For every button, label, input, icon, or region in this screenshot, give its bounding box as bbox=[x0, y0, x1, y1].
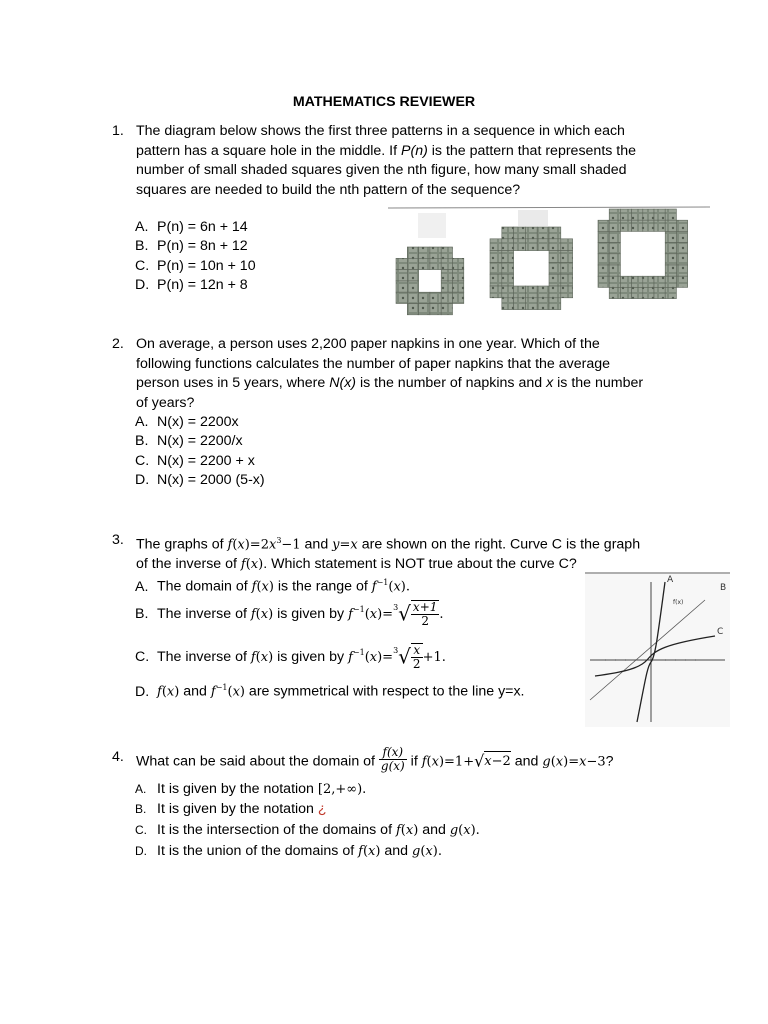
shaded-square bbox=[632, 287, 643, 298]
shaded-square bbox=[665, 276, 676, 287]
shaded-square bbox=[453, 281, 464, 292]
shaded-square bbox=[632, 209, 643, 220]
shaded-square bbox=[502, 286, 514, 298]
shaded-square bbox=[598, 243, 609, 254]
shaded-square bbox=[609, 276, 620, 287]
shaded-square bbox=[490, 251, 502, 263]
shaded-square bbox=[502, 227, 514, 239]
shaded-square bbox=[665, 220, 676, 231]
option-c[interactable]: C. The inverse of f(x) is given by $f^{-1}(x)=^3√$ $\frac{x}{2}$ +1. bbox=[135, 643, 446, 671]
shaded-square bbox=[525, 298, 537, 310]
pattern-3 bbox=[598, 209, 688, 299]
q2-line: On average, a person uses 2,200 paper napkins in one year. Which of the bbox=[136, 336, 600, 352]
option-b[interactable]: B. It is given by the notation ¿ bbox=[135, 801, 327, 817]
question-4 bbox=[112, 745, 692, 778]
shaded-square bbox=[632, 276, 643, 287]
shaded-square bbox=[430, 258, 441, 269]
shaded-square bbox=[561, 251, 573, 263]
shaded-square bbox=[514, 239, 526, 251]
shaded-square bbox=[407, 281, 418, 292]
q1-line: The diagram below shows the first three patterns in a sequence in which each bbox=[136, 123, 625, 139]
shaded-square bbox=[514, 227, 526, 239]
shaded-square bbox=[654, 276, 665, 287]
shaded-square bbox=[407, 247, 418, 258]
shaded-square bbox=[537, 239, 549, 251]
shaded-square bbox=[525, 239, 537, 251]
shaded-square bbox=[643, 287, 654, 298]
shaded-square bbox=[609, 254, 620, 265]
shaded-square bbox=[609, 265, 620, 276]
shaded-square bbox=[490, 286, 502, 298]
shaded-square bbox=[643, 209, 654, 220]
option-d[interactable]: D. N(x) = 2000 (5-x) bbox=[135, 472, 265, 488]
shaded-square bbox=[665, 243, 676, 254]
shaded-square bbox=[549, 227, 561, 239]
shaded-square bbox=[561, 262, 573, 274]
shaded-square bbox=[665, 209, 676, 220]
shaded-square bbox=[654, 220, 665, 231]
shaded-square bbox=[549, 251, 561, 263]
shaded-square bbox=[620, 276, 631, 287]
shaded-square bbox=[676, 254, 687, 265]
shaded-square bbox=[430, 247, 441, 258]
shaded-square bbox=[561, 286, 573, 298]
shaded-square bbox=[598, 265, 609, 276]
q2-line: of years? bbox=[136, 394, 195, 411]
shaded-square bbox=[665, 254, 676, 265]
option-a[interactable]: A. N(x) = 2200x bbox=[135, 414, 239, 430]
shaded-square bbox=[654, 287, 665, 298]
shaded-square bbox=[549, 239, 561, 251]
option-c[interactable]: C. N(x) = 2200 + x bbox=[135, 453, 255, 469]
shaded-square bbox=[453, 270, 464, 281]
option-c[interactable]: C. It is the intersection of the domains of f(x) and g(x). bbox=[135, 822, 480, 838]
shaded-square bbox=[502, 274, 514, 286]
option-b[interactable]: B. P(n) = 8n + 12 bbox=[135, 238, 248, 254]
question-2 bbox=[112, 335, 692, 415]
question-number: 4. bbox=[112, 749, 124, 765]
q3-line: of the inverse of f(x). Which statement is NOT true about the curve C? bbox=[136, 556, 577, 573]
shaded-square bbox=[561, 239, 573, 251]
shaded-square bbox=[598, 231, 609, 242]
shaded-square bbox=[676, 220, 687, 231]
shaded-square bbox=[396, 292, 407, 303]
shaded-square bbox=[665, 231, 676, 242]
shaded-square bbox=[396, 270, 407, 281]
shaded-square bbox=[598, 220, 609, 231]
shaded-square bbox=[441, 292, 452, 303]
q1-line: number of small shaded squares given the nth figure, how many small shaded bbox=[136, 162, 627, 178]
shaded-square bbox=[419, 304, 430, 315]
option-a[interactable]: A. The domain of f(x) is the range of $f^{-1}(x)$. bbox=[135, 578, 410, 595]
pattern-2 bbox=[490, 227, 573, 310]
option-d[interactable]: D. P(n) = 12n + 8 bbox=[135, 277, 248, 293]
question-text bbox=[136, 122, 696, 200]
shaded-square bbox=[609, 220, 620, 231]
shaded-square bbox=[419, 247, 430, 258]
square-pattern-figure bbox=[388, 203, 710, 321]
shaded-square bbox=[676, 243, 687, 254]
option-d[interactable]: D. It is the union of the domains of f(x) and g(x). bbox=[135, 843, 442, 859]
shaded-square bbox=[549, 286, 561, 298]
question-number: 2. bbox=[112, 336, 124, 352]
shaded-square bbox=[549, 298, 561, 310]
question-1 bbox=[112, 122, 692, 202]
q1-line: pattern has a square hole in the middle. If P(n) is the pattern that represents the bbox=[136, 142, 637, 159]
shaded-square bbox=[665, 265, 676, 276]
option-b[interactable]: B. The inverse of f(x) is given by $f^{-1}(x)=^3√$ $\frac{x+1}{2}$ . bbox=[135, 600, 444, 628]
shaded-square bbox=[453, 258, 464, 269]
label-fx: f(x) bbox=[673, 599, 684, 606]
shaded-square bbox=[441, 270, 452, 281]
shaded-square bbox=[441, 304, 452, 315]
option-a[interactable]: A. It is given by the notation [2,+∞). bbox=[135, 781, 367, 797]
shaded-square bbox=[620, 220, 631, 231]
shaded-square bbox=[561, 274, 573, 286]
shaded-square bbox=[537, 298, 549, 310]
q2-line: person uses in 5 years, where N(x) is the number of napkins and x is the number bbox=[136, 375, 644, 391]
shaded-square bbox=[407, 270, 418, 281]
shaded-square bbox=[514, 286, 526, 298]
shaded-square bbox=[549, 274, 561, 286]
option-c[interactable]: C. P(n) = 10n + 10 bbox=[135, 258, 256, 274]
shaded-square bbox=[453, 292, 464, 303]
option-b[interactable]: B. N(x) = 2200/x bbox=[135, 433, 243, 449]
shaded-square bbox=[502, 298, 514, 310]
shaded-square bbox=[419, 258, 430, 269]
shaded-square bbox=[609, 243, 620, 254]
shaded-square bbox=[502, 251, 514, 263]
shaded-square bbox=[396, 258, 407, 269]
shaded-square bbox=[419, 292, 430, 303]
shaded-square bbox=[514, 298, 526, 310]
shaded-square bbox=[620, 287, 631, 298]
shaded-square bbox=[609, 209, 620, 220]
shaded-square bbox=[676, 265, 687, 276]
shaded-square bbox=[430, 304, 441, 315]
shaded-square bbox=[598, 276, 609, 287]
shaded-square bbox=[549, 262, 561, 274]
shaded-square bbox=[609, 231, 620, 242]
question-text bbox=[136, 531, 696, 575]
shaded-square bbox=[537, 227, 549, 239]
page-title: MATHEMATICS REVIEWER bbox=[292, 94, 476, 110]
option-d[interactable]: D. f(x) and $f^{-1}(x)$ are symmetrical with respect to the line y=x. bbox=[135, 683, 525, 700]
shaded-square bbox=[676, 231, 687, 242]
shaded-square bbox=[632, 220, 643, 231]
q1-line: squares are needed to build the nth pattern of the sequence? bbox=[136, 181, 521, 198]
shaded-square bbox=[441, 247, 452, 258]
shaded-square bbox=[676, 276, 687, 287]
function-graph bbox=[585, 572, 730, 727]
shaded-square bbox=[537, 286, 549, 298]
pattern-1 bbox=[396, 247, 464, 315]
label-b: B bbox=[720, 583, 727, 593]
shaded-square bbox=[490, 262, 502, 274]
q3-line: The graphs of $f(x)=2x^3-1$ and y=x are shown on the right. Curve C is the graph bbox=[136, 536, 641, 553]
shaded-square bbox=[525, 286, 537, 298]
shaded-square bbox=[407, 292, 418, 303]
shaded-square bbox=[609, 287, 620, 298]
shaded-square bbox=[441, 281, 452, 292]
option-a[interactable]: A. P(n) = 6n + 14 bbox=[135, 219, 248, 235]
shaded-square bbox=[643, 220, 654, 231]
question-3 bbox=[112, 531, 692, 573]
shaded-square bbox=[502, 239, 514, 251]
question-text bbox=[136, 335, 696, 413]
shaded-square bbox=[490, 239, 502, 251]
shaded-square bbox=[441, 258, 452, 269]
shaded-square bbox=[502, 262, 514, 274]
shaded-square bbox=[525, 227, 537, 239]
shaded-square bbox=[643, 276, 654, 287]
question-number: 3. bbox=[112, 532, 124, 548]
question-number: 1. bbox=[112, 123, 124, 139]
shaded-square bbox=[665, 287, 676, 298]
shaded-square bbox=[407, 304, 418, 315]
label-a: A bbox=[667, 575, 674, 585]
shaded-square bbox=[430, 292, 441, 303]
shaded-square bbox=[407, 258, 418, 269]
question-text: What can be said about the domain of $\frac{f(x)}{g(x)}$ if f(x)=1+√x−2 and g(x)=x−3? bbox=[136, 745, 614, 773]
shaded-square bbox=[598, 254, 609, 265]
q2-line: following functions calculates the number of paper napkins that the average bbox=[136, 355, 610, 372]
shaded-square bbox=[654, 209, 665, 220]
label-c: C bbox=[717, 627, 724, 637]
shaded-square bbox=[620, 209, 631, 220]
shaded-square bbox=[396, 281, 407, 292]
shaded-square bbox=[490, 274, 502, 286]
